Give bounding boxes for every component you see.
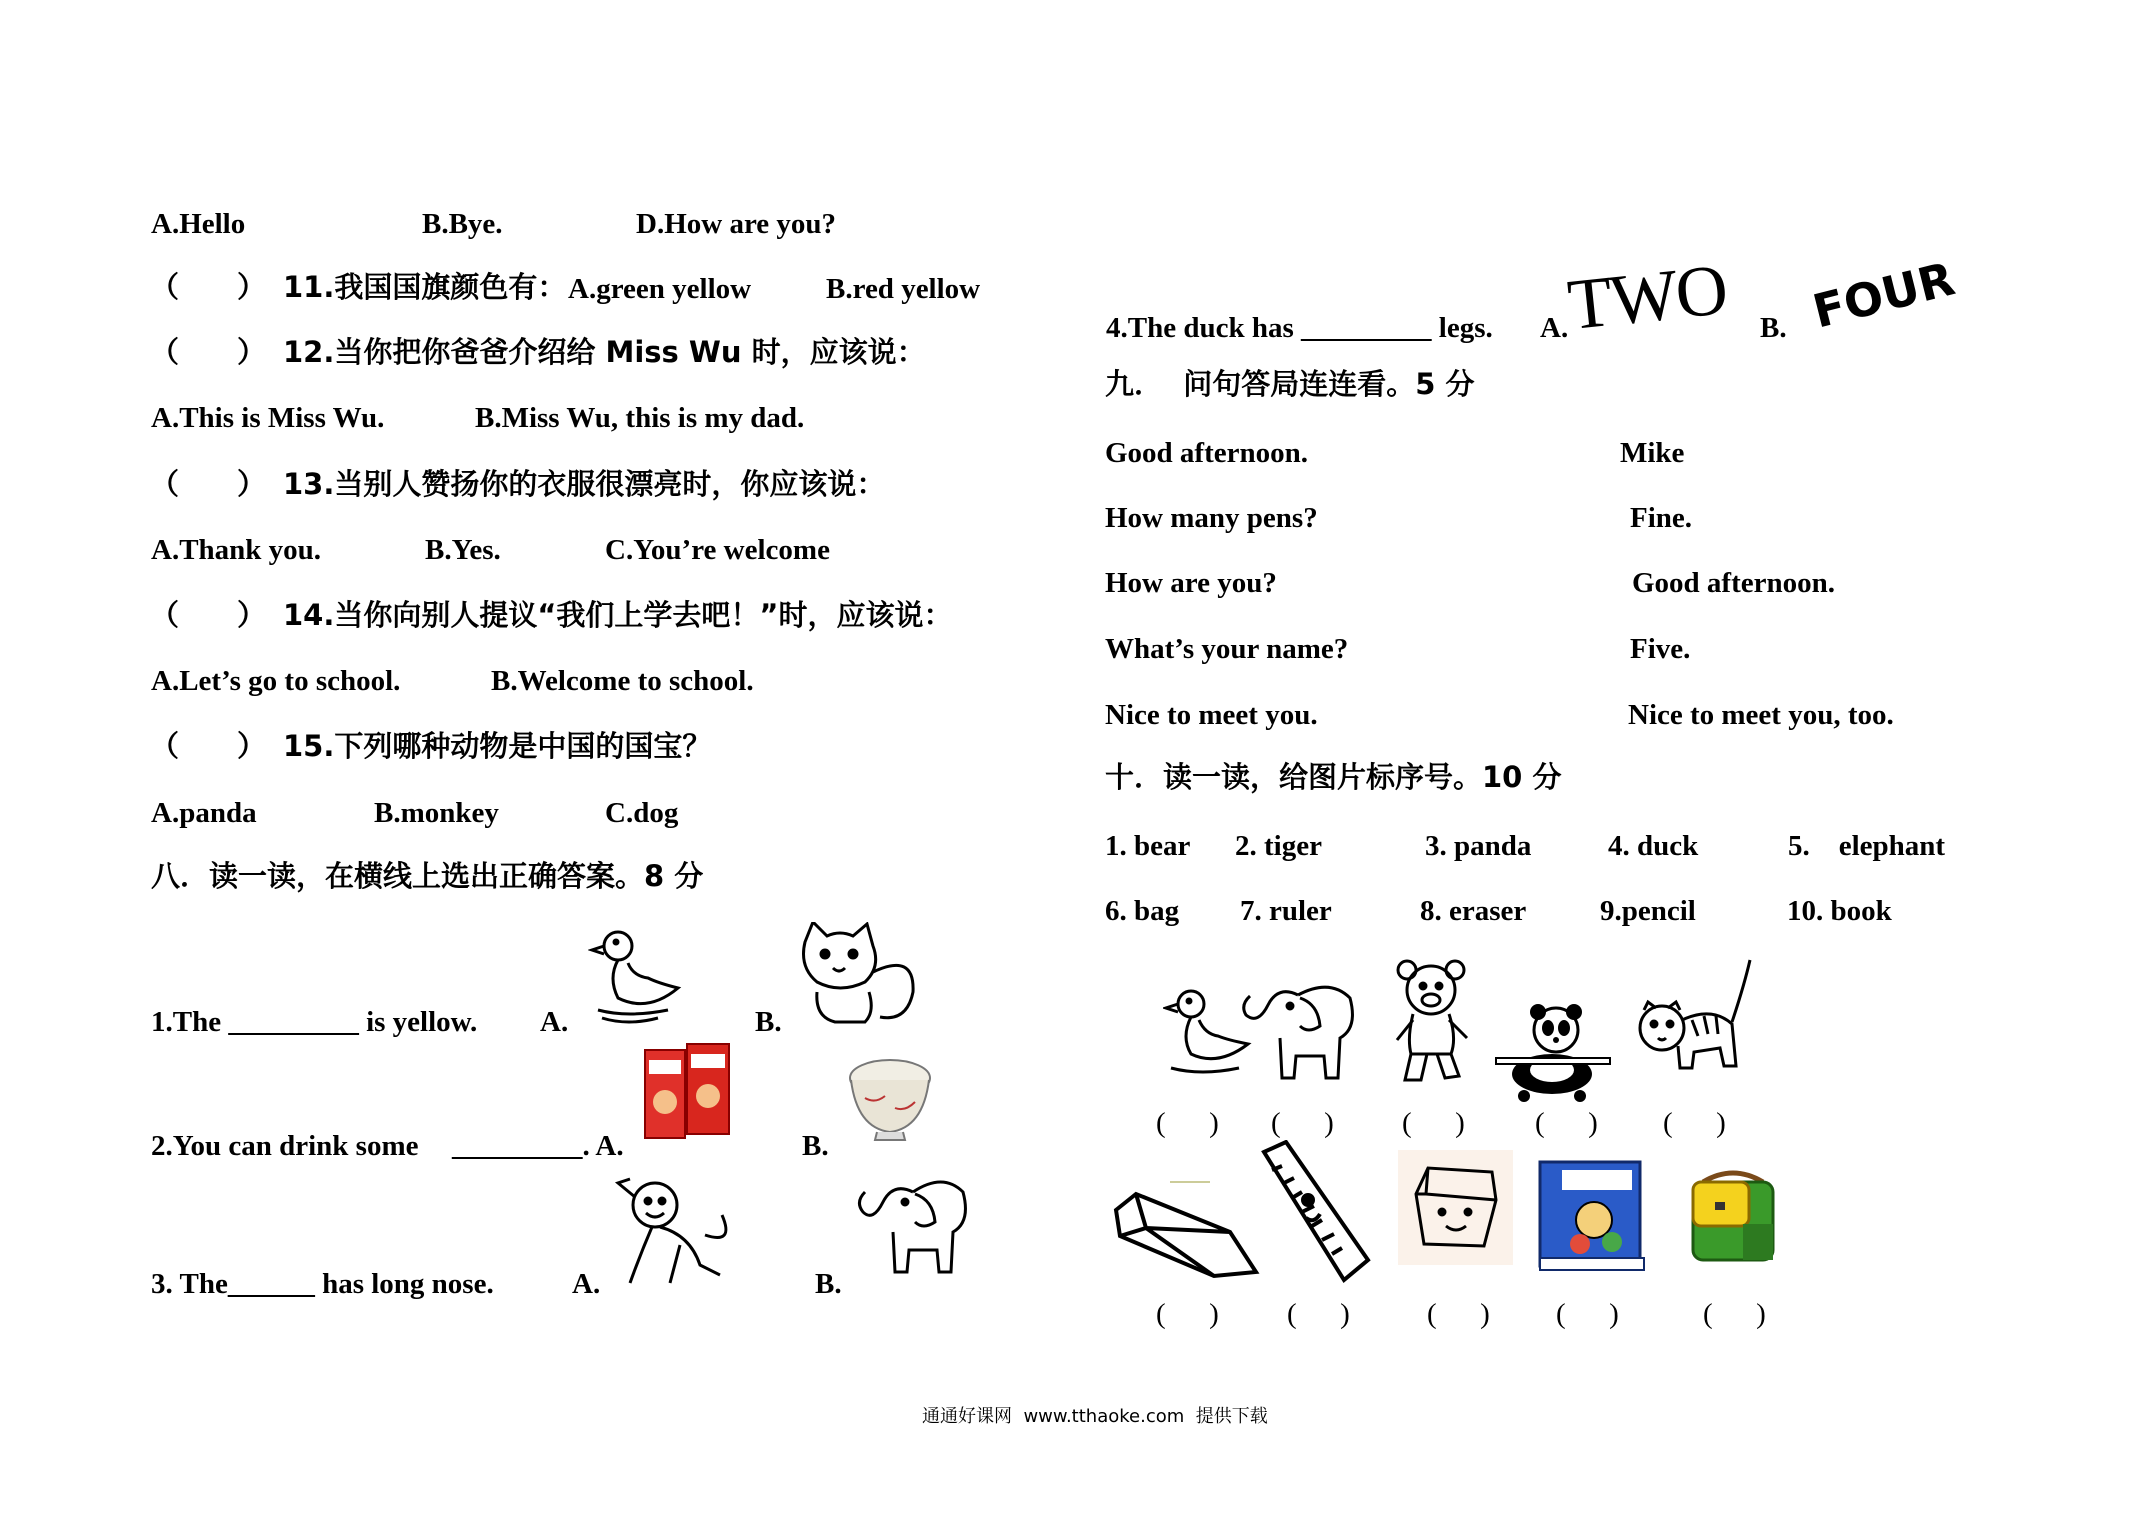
q4-word-four: FOUR (1807, 251, 1960, 339)
s10-paren-book[interactable]: ( ) (1556, 1298, 1619, 1330)
s8-q2-b: B. (802, 1130, 829, 1162)
s8-q2-text: 2.You can drink some (151, 1130, 419, 1162)
s10-paren-pencil[interactable]: ( ) (1156, 1298, 1219, 1330)
s10-elephant-picture (1238, 980, 1360, 1085)
q10-option-b: B.Bye. (422, 208, 503, 240)
s9-answer-2: Fine. (1630, 502, 1693, 534)
s9-question-1: Good afternoon. (1105, 437, 1308, 469)
q12-option-b: B.Miss Wu, this is my dad. (475, 402, 805, 434)
monkey-picture (610, 1175, 740, 1290)
s8-q3-a: A. (572, 1268, 601, 1300)
s9-answer-3: Good afternoon. (1632, 567, 1835, 599)
s10-bear-picture (1393, 958, 1475, 1086)
q14-paren: （ ） (150, 598, 267, 632)
q12-prompt: 12.当你把你爸爸介绍给 Miss Wu 时，应该说： (283, 335, 926, 369)
q10-option-a: A.Hello (151, 208, 246, 240)
s8-q3-text: 3. The______ has long nose. (151, 1268, 494, 1300)
s8-q1-a: A. (540, 1006, 569, 1038)
s10-paren-duck[interactable]: ( ) (1156, 1107, 1219, 1139)
q11-paren: （ ） (150, 270, 267, 304)
q15-option-b: B.monkey (374, 797, 499, 829)
s9-answer-4: Five. (1630, 633, 1691, 665)
q13-option-c: C.You’re welcome (605, 534, 830, 566)
s10-paren-bear[interactable]: ( ) (1402, 1107, 1465, 1139)
q15-paren: （ ） (150, 729, 267, 763)
s10-book-picture (1536, 1158, 1648, 1274)
section10-title: 十．读一读，给图片标序号。10 分 (1105, 760, 1562, 794)
q12-option-a: A.This is Miss Wu. (151, 402, 385, 434)
s8-q3-b: B. (815, 1268, 842, 1300)
s8-q1-text: 1.The _________ is yellow. (151, 1006, 478, 1038)
s9-question-5: Nice to meet you. (1105, 699, 1318, 731)
q13-prompt: 13.当别人赞扬你的衣服很漂亮时，你应该说： (283, 467, 886, 501)
q4-text: 4.The duck has _________ legs. (1106, 312, 1493, 344)
s10-bag-picture (1683, 1168, 1783, 1268)
s10-paren-tiger[interactable]: ( ) (1663, 1107, 1726, 1139)
q4-option-a: A. (1540, 312, 1569, 344)
q11-option-b: B.red yellow (826, 273, 981, 305)
elephant-picture (853, 1172, 973, 1287)
s10-eraser-picture (1398, 1150, 1513, 1265)
s9-answer-5: Nice to meet you, too. (1628, 699, 1894, 731)
q4-option-b: B. (1760, 312, 1787, 344)
q12-paren: （ ） (150, 335, 267, 369)
s10-paren-bag[interactable]: ( ) (1703, 1298, 1766, 1330)
milk-cartons-picture (643, 1040, 733, 1140)
s10-word-duck: 4. duck (1608, 830, 1699, 862)
duck-picture (588, 918, 688, 1028)
q13-option-b: B.Yes. (425, 534, 501, 566)
s10-paren-eraser[interactable]: ( ) (1427, 1298, 1490, 1330)
s8-q2-blank: _________. A. (452, 1130, 624, 1162)
rice-bowl-picture (845, 1048, 935, 1143)
section8-title: 八．读一读，在横线上选出正确答案。8 分 (151, 859, 704, 893)
q15-option-a: A.panda (151, 797, 257, 829)
q11-option-a: A.green yellow (568, 273, 752, 305)
s10-panda-picture (1494, 1002, 1612, 1102)
s10-word-elephant: 5. elephant (1788, 830, 1946, 862)
q4-word-two: TWO (1564, 248, 1730, 346)
s9-question-2: How many pens? (1105, 502, 1318, 534)
s10-word-book: 10. book (1787, 895, 1892, 927)
q11-prompt: 11.我国国旗颜色有： (283, 270, 567, 304)
q13-option-a: A.Thank you. (151, 534, 322, 566)
q14-prompt: 14.当你向别人提议“我们上学去吧！”时，应该说： (283, 598, 953, 632)
q14-option-b: B.Welcome to school. (491, 665, 754, 697)
s8-q1-b: B. (755, 1006, 782, 1038)
s10-word-pencil: 9.pencil (1600, 895, 1696, 927)
s10-tiger-picture (1632, 956, 1754, 1084)
s10-word-eraser: 8. eraser (1420, 895, 1527, 927)
s10-word-ruler: 7. ruler (1240, 895, 1332, 927)
s10-paren-panda[interactable]: ( ) (1535, 1107, 1598, 1139)
q13-paren: （ ） (150, 467, 267, 501)
footer-credit: 通通好课网 www.tthaoke.com 提供下载 (922, 1406, 1268, 1427)
cat-squirrel-picture (795, 922, 920, 1032)
s9-answer-1: Mike (1620, 437, 1685, 469)
s9-question-3: How are you? (1105, 567, 1277, 599)
q15-option-c: C.dog (605, 797, 679, 829)
section9-title: 九． 问句答局连连看。5 分 (1105, 367, 1475, 401)
q15-prompt: 15.下列哪种动物是中国的国宝？ (283, 729, 712, 763)
q14-option-a: A.Let’s go to school. (151, 665, 401, 697)
s10-word-bear: 1. bear (1105, 830, 1191, 862)
s10-paren-elephant[interactable]: ( ) (1271, 1107, 1334, 1139)
s10-word-panda: 3. panda (1425, 830, 1532, 862)
s9-question-4: What’s your name? (1105, 633, 1349, 665)
s10-paren-ruler[interactable]: ( ) (1287, 1298, 1350, 1330)
q10-option-d: D.How are you? (636, 208, 837, 240)
s10-word-bag: 6. bag (1105, 895, 1180, 927)
s10-ruler-picture (1258, 1140, 1373, 1285)
s10-word-tiger: 2. tiger (1235, 830, 1322, 862)
s10-pencil-picture (1110, 1172, 1260, 1282)
